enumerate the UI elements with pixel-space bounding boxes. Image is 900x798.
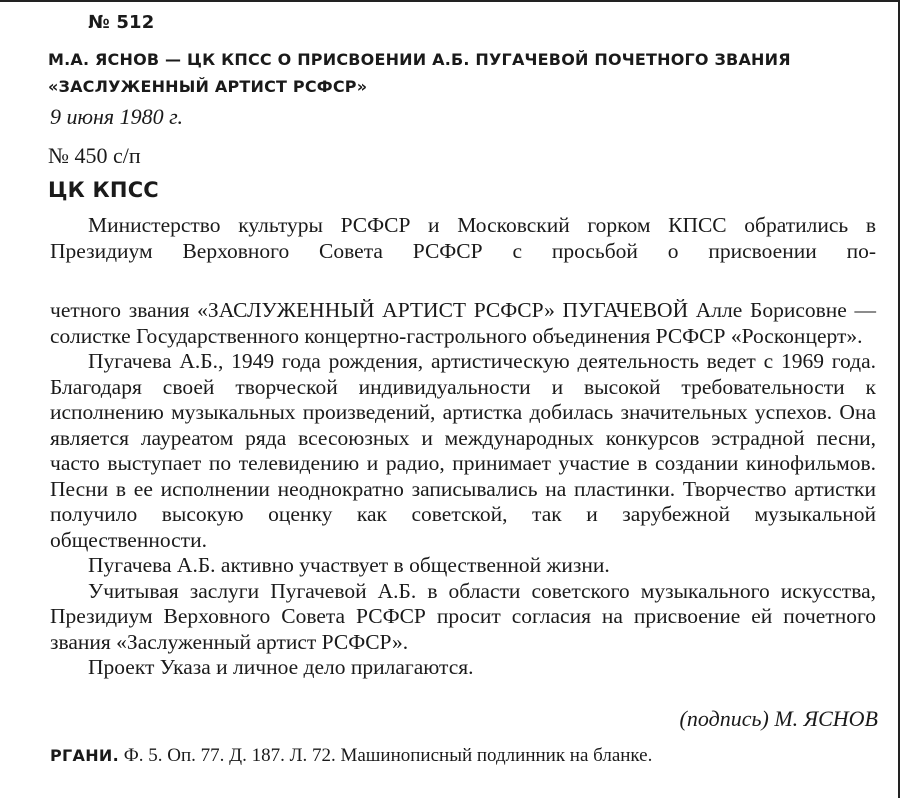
top-border-line: [0, 0, 900, 2]
archive-reference: Ф. 5. Оп. 77. Д. 187. Л. 72. Машинописный подлинник на бланке.: [123, 745, 653, 766]
addressee: ЦК КПСС: [48, 178, 159, 202]
paragraph-5: Проект Указа и личное дело прилагаются.: [88, 655, 474, 679]
paragraph-1-continuation: четного звания «ЗАСЛУЖЕННЫЙ АРТИСТ РСФСР» ПУГАЧЕВОЙ Алле Борисовне — солистке Государственного концертно-гастрольного объединения РСФСР «Росконцерт».: [50, 298, 876, 348]
paragraph-4: Учитывая заслуги Пугачевой А.Б. в области советского музыкального искусства, Президиум Верховного Совета РСФСР просит согласия на присвоение ей почетного звания «Заслуженный артист РСФСР».: [50, 578, 876, 654]
body-text-lower: [50, 298, 876, 681]
paragraph-2: Пугачева А.Б., 1949 года рождения, артистическую деятельность ведет с 1969 года. Благодаря своей творческой индивидуальности и высокой требовательности к исполнению музыкальных произведений, артистка добилась значительных успехов. Она является лауреатом ряда всесоюзных и международных конкурсов эстрадной песни, часто выступает по телевидению и радио, принимает участие в создании кинофильмов. Песни в ее исполнении неоднократно записывались на пластинки. Творчество артистки получило высокую оценку как советской, так и зарубежной музыкальной общественности.: [50, 349, 876, 552]
document-title-line-1: М.А. ЯСНОВ — ЦК КПСС О ПРИСВОЕНИИ А.Б. ПУГАЧЕВОЙ ПОЧЕТНОГО ЗВАНИЯ: [48, 50, 791, 69]
signature: [680, 706, 878, 732]
archive-name: РГАНИ.: [50, 746, 119, 765]
signature-note: (подпись): [679, 706, 769, 731]
paragraph-3: Пугачева А.Б. активно участвует в общественной жизни.: [88, 553, 610, 577]
outgoing-number: № 450 с/п: [48, 143, 141, 168]
document-number: № 512: [88, 12, 155, 33]
document-date: 9 июня 1980 г.: [50, 104, 183, 129]
archival-source: [50, 745, 652, 767]
signature-name: М. ЯСНОВ: [774, 706, 878, 731]
document-title-line-2: «ЗАСЛУЖЕННЫЙ АРТИСТ РСФСР»: [48, 77, 368, 96]
body-text-upper: [50, 213, 876, 264]
paragraph-1-start: Министерство культуры РСФСР и Московский горком КПСС обратились в Президиум Верховного Совета РСФСР с просьбой о присвоении по-: [50, 213, 876, 263]
